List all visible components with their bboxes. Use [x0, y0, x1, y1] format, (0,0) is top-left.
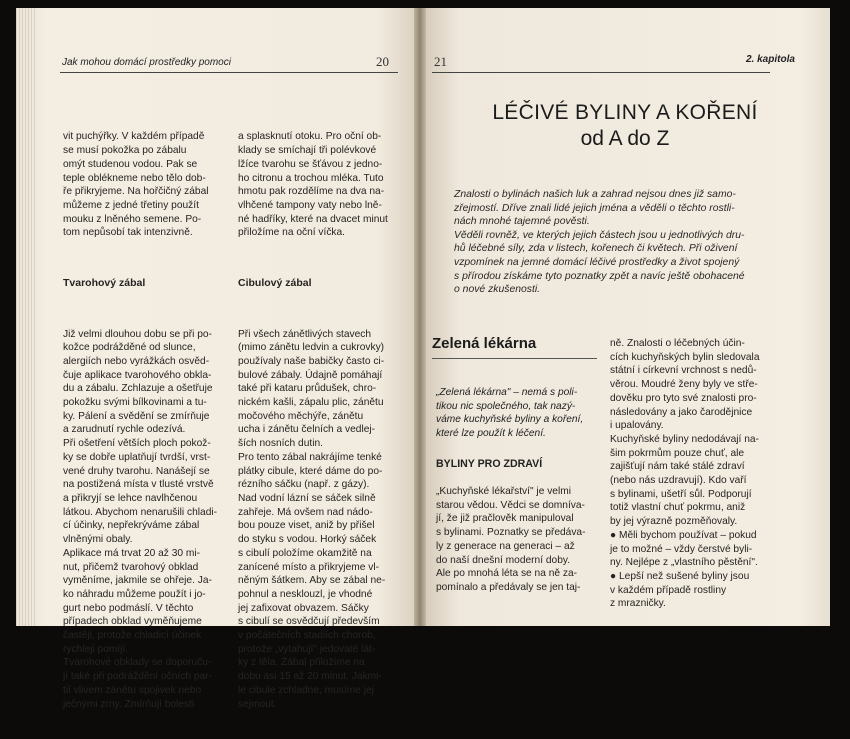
text-line: vzpomínek na jemné domácí léčivé prostředky a život spojený: [454, 256, 740, 268]
text-line: látkou. Abychom nenarušili chladi-: [63, 506, 218, 518]
paragraph-block: [238, 130, 388, 240]
text-line: v každém případě rostliny: [610, 584, 727, 596]
text-line: né hadříky, které na dvacet minut: [238, 213, 388, 225]
page-number: 20: [376, 54, 389, 69]
text-line: s bylinami, ušetří sůl. Podporují: [610, 488, 752, 500]
text-line: „Kuchyňské lékařství" je velmi: [436, 486, 571, 497]
text-line: močového měchýře, zánětu: [238, 410, 364, 422]
text-line: sejmout.: [238, 698, 277, 710]
text-line: s bylinami. Poznatky se předáva-: [436, 527, 586, 539]
text-line: Tvarohové obklady se doporuču-: [63, 657, 212, 669]
text-line: Pro tento zábal nakrájíme tenké: [238, 451, 382, 463]
text-line: Ale po mnohá léta se na ně za-: [436, 568, 578, 580]
text-line: by jej výrazně pozměňovaly.: [610, 516, 738, 528]
text-line: le cibule zchladne, musíme jej: [238, 684, 374, 696]
text-line: ly z generace na generaci – až: [436, 540, 575, 552]
text-line: alergiích nebo vyrážkách osvěd-: [63, 355, 210, 367]
text-line: mouku z lněného semene. Po-: [63, 213, 202, 225]
text-line: do styku s vodou. Horký sáček: [238, 534, 377, 546]
running-header: 2. kapitola: [746, 54, 795, 65]
text-line: vyměníme, jakmile se ohřeje. Ja-: [63, 575, 212, 587]
page-number: 21: [434, 54, 447, 69]
paragraph-block: [63, 328, 217, 712]
text-line: s cibulí se osvědčují především: [238, 616, 380, 628]
text-line: Při všech zánětlivých stavech: [238, 328, 372, 340]
text-line: Věděli rovněž, ve kterých jejich částech jsou u jednotlivých dru-: [454, 229, 745, 241]
text-line: starou vědou. Vědci se domníva-: [436, 499, 585, 511]
text-line: vené druhy tvarohu. Nanášejí se: [63, 465, 210, 477]
text-line: ● Měli bychom používat – pokud: [610, 529, 757, 541]
text-line: státní i církevní vrchnost s nedů-: [610, 365, 757, 377]
text-line: Při ošetření větších ploch pokož-: [63, 438, 211, 450]
text-line: cí účinky, nepřekrýváme zábal: [63, 520, 200, 532]
section-title: Zelená lékárna: [432, 335, 537, 352]
text-line: ko náhradu můžeme použít i jo-: [63, 588, 206, 600]
text-line: gurt nebo podmáslí. V těchto: [63, 602, 194, 614]
text-line: také při kataru průdušek, chro-: [238, 383, 377, 395]
text-line: čuje aplikace tvarohového obkla-: [63, 369, 212, 381]
page-edge: [16, 8, 36, 626]
header-rule: [60, 72, 398, 73]
text-line: ně. Znalosti o léčebných účin-: [610, 338, 745, 349]
section-rule: [432, 358, 597, 359]
text-line: ny. Nejlépe z „vlastního pěstění".: [610, 557, 758, 569]
text-line: se musí pokožka po zábalu: [63, 145, 187, 157]
text-line: hmotu pak rozdělíme na dva na-: [238, 186, 385, 198]
running-header: Jak mohou domácí prostředky pomoci: [62, 57, 231, 68]
text-line: a zarudnutí rychle odezívá.: [63, 424, 186, 436]
chapter-subtitle: od A do Z: [580, 127, 670, 150]
text-line: věrou. Moudré ženy byly ve stře-: [610, 379, 758, 391]
header-rule: [432, 72, 770, 73]
text-line: nickém kašli, zápalu plic, zánětu: [238, 397, 384, 409]
text-line: vlhčené tampony vaty nebo lně-: [238, 199, 382, 211]
text-line: ● Lepší než sušené byliny jsou: [610, 570, 750, 582]
pull-quote: [436, 386, 583, 440]
text-line: (nebo nás uzdravují). Kdo vaří: [610, 475, 747, 487]
text-line: do naší dnešní moderní doby.: [436, 554, 571, 566]
text-line: plátky cibule, které dáme do po-: [238, 465, 383, 477]
text-line: i upalovány.: [610, 420, 664, 432]
text-line: kožce podrážděné od slunce,: [63, 342, 196, 354]
text-line: pohnul a nesklouzl, je vhodné: [238, 588, 373, 600]
text-line: z mrazničky.: [610, 598, 666, 610]
text-line: bulové zábaly. Údajně pomáhají: [238, 369, 383, 381]
paragraph-block: [63, 130, 217, 240]
text-line: ších nosních dutin.: [238, 438, 323, 450]
paragraph-block: [238, 328, 388, 712]
text-line: bou pouze viset, aniž by přišel: [238, 520, 375, 532]
text-line: Již velmi dlouhou dobu se při po-: [63, 328, 212, 340]
left-page: [16, 8, 420, 710]
text-line: vlněnými obaly.: [63, 534, 133, 546]
text-line: omýt studenou vodou. Pak se: [63, 158, 198, 170]
text-line: Nad vodní lázní se sáček silně: [238, 492, 376, 504]
text-line: klady se smíchají tři polévkové: [238, 145, 377, 157]
text-line: o nové zkušenosti.: [454, 284, 541, 296]
text-line: nách mnohé tajemné pověsti.: [454, 216, 590, 228]
text-line: v počátečních stadiích chorob,: [238, 630, 376, 642]
subheading: BYLINY PRO ZDRAVÍ: [436, 458, 543, 470]
text-line: lžíce tvarohu se šťávou z jedno-: [238, 158, 383, 170]
text-line: „Zelená lékárna" – nemá s poli-: [436, 387, 578, 398]
text-line: ucha i zánětu čelních a vedlej-: [238, 424, 376, 436]
text-line: dověku pro tyto své znalosti pro-: [610, 392, 757, 404]
text-line: dobu asi 15 až 20 minut. Jakmi-: [238, 671, 382, 683]
text-line: rézního sáčku (např. z gázy).: [238, 479, 370, 491]
right-column: [610, 337, 760, 611]
text-line: rychleji pomíjí.: [63, 643, 129, 655]
text-line: s přírodou získáme tyto poznatky zpět a navíc ještě obohacené: [454, 270, 745, 282]
text-line: je to možné – vždy čerstvé byli-: [610, 543, 753, 555]
text-line: du a zábalu. Zchlazuje a ošetřuje: [63, 383, 213, 395]
text-line: (mimo zánětu ledvin a cukrovky): [238, 342, 385, 354]
left-column: [63, 103, 217, 739]
text-line: Kuchyňské byliny nedodávají na-: [610, 433, 759, 445]
chapter-title: LÉČIVÉ BYLINY A KOŘENÍ: [492, 101, 758, 124]
text-line: tom nepůsobí tak intenzivně.: [63, 227, 193, 239]
text-line: přiložíme na oční víčka.: [238, 227, 346, 239]
chapter-intro: [454, 188, 745, 297]
text-line: jej zafixovat obvazem. Sáčky: [238, 602, 369, 614]
section-heading: Tvarohový zábal: [63, 277, 146, 290]
text-line: ky. Pálení a svědění se zmírňuje: [63, 410, 210, 422]
text-line: jí také při podrážděn​í očních par-: [63, 671, 212, 683]
text-line: zahřeje. Má ovšem nad nádo-: [238, 506, 373, 518]
text-line: šim pokrmům pouze chuť, ale: [610, 447, 745, 459]
section-heading: Cibulový zábal: [238, 277, 312, 290]
text-line: tií vlivem zánětu spojivek nebo: [63, 684, 202, 696]
text-line: něným šátkem. Aby se zábal ne-: [238, 575, 386, 587]
text-line: jí, že již pračlověk manipuloval: [436, 513, 574, 525]
text-line: teple oblékneme nebo tělo dob-: [63, 172, 206, 184]
right-page: [420, 8, 830, 626]
book-gutter: [414, 8, 426, 626]
text-line: ky se dobře uplatňují tvrdší, vrst-: [63, 451, 211, 463]
text-line: můžeme z jedné třetiny použít: [63, 199, 199, 211]
text-line: a přikryjí se lehce navlhčenou: [63, 492, 198, 504]
text-line: následovány a jako čarodějnice: [610, 406, 753, 418]
text-line: a splasknutí otoku. Pro oční ob-: [238, 131, 382, 143]
text-line: vit puchýřky. V každém případě: [63, 131, 205, 143]
text-line: na postižená místa v tlusté vrstvě: [63, 479, 214, 491]
text-line: hů léčebné síly, zda v listech, kořenech či květech. Při oživení: [454, 243, 738, 255]
text-line: případech obklad vyměňujeme: [63, 616, 202, 628]
text-line: které lze použít k léčení.: [436, 427, 546, 439]
text-line: cích kuchyňských bylin sledovala: [610, 351, 760, 363]
text-line: častěji, protože chladicí účinek: [63, 630, 202, 642]
text-line: pokožku svými bílkovinami a tu-: [63, 397, 207, 409]
text-line: Znalosti o bylinách našich luk a zahrad nejsou dnes již samo-: [454, 189, 736, 200]
text-line: zřejmostí. Dříve znali lidé jejich jména a věděli o těchto rostli-: [454, 202, 735, 214]
text-line: ječnými zrny. Zmírňují bolesti: [63, 698, 195, 710]
left-column: [436, 485, 586, 595]
text-line: zajišťují nám také stálé zdraví: [610, 461, 745, 473]
right-column: [238, 103, 388, 739]
text-line: používaly naše babičky často ci-: [238, 355, 385, 367]
text-line: s cibulí položíme okamžitě na: [238, 547, 372, 559]
text-line: pomínalo a předávaly se jen taj-: [436, 581, 581, 593]
text-line: ky z těla. Zábal přiložíme na: [238, 657, 365, 669]
text-line: ře přikryjeme. Na hořčičný zábal: [63, 186, 209, 198]
text-line: ho citronu a trochou mléka. Tuto: [238, 172, 384, 184]
text-line: nut, přičemž tvarohový obklad: [63, 561, 199, 573]
text-line: tikou nic společného, tak nazý-: [436, 400, 576, 412]
text-line: váme kuchyňské byliny a koření,: [436, 414, 584, 426]
text-line: protože „vytahují" jedovaté lát-: [238, 643, 376, 655]
text-line: zanícené místo a přikryjeme vl-: [238, 561, 379, 573]
text-line: totiž vlastní chuť pokrmu, aniž: [610, 502, 746, 514]
text-line: Aplikace má trvat 20 až 30 mi-: [63, 547, 201, 559]
